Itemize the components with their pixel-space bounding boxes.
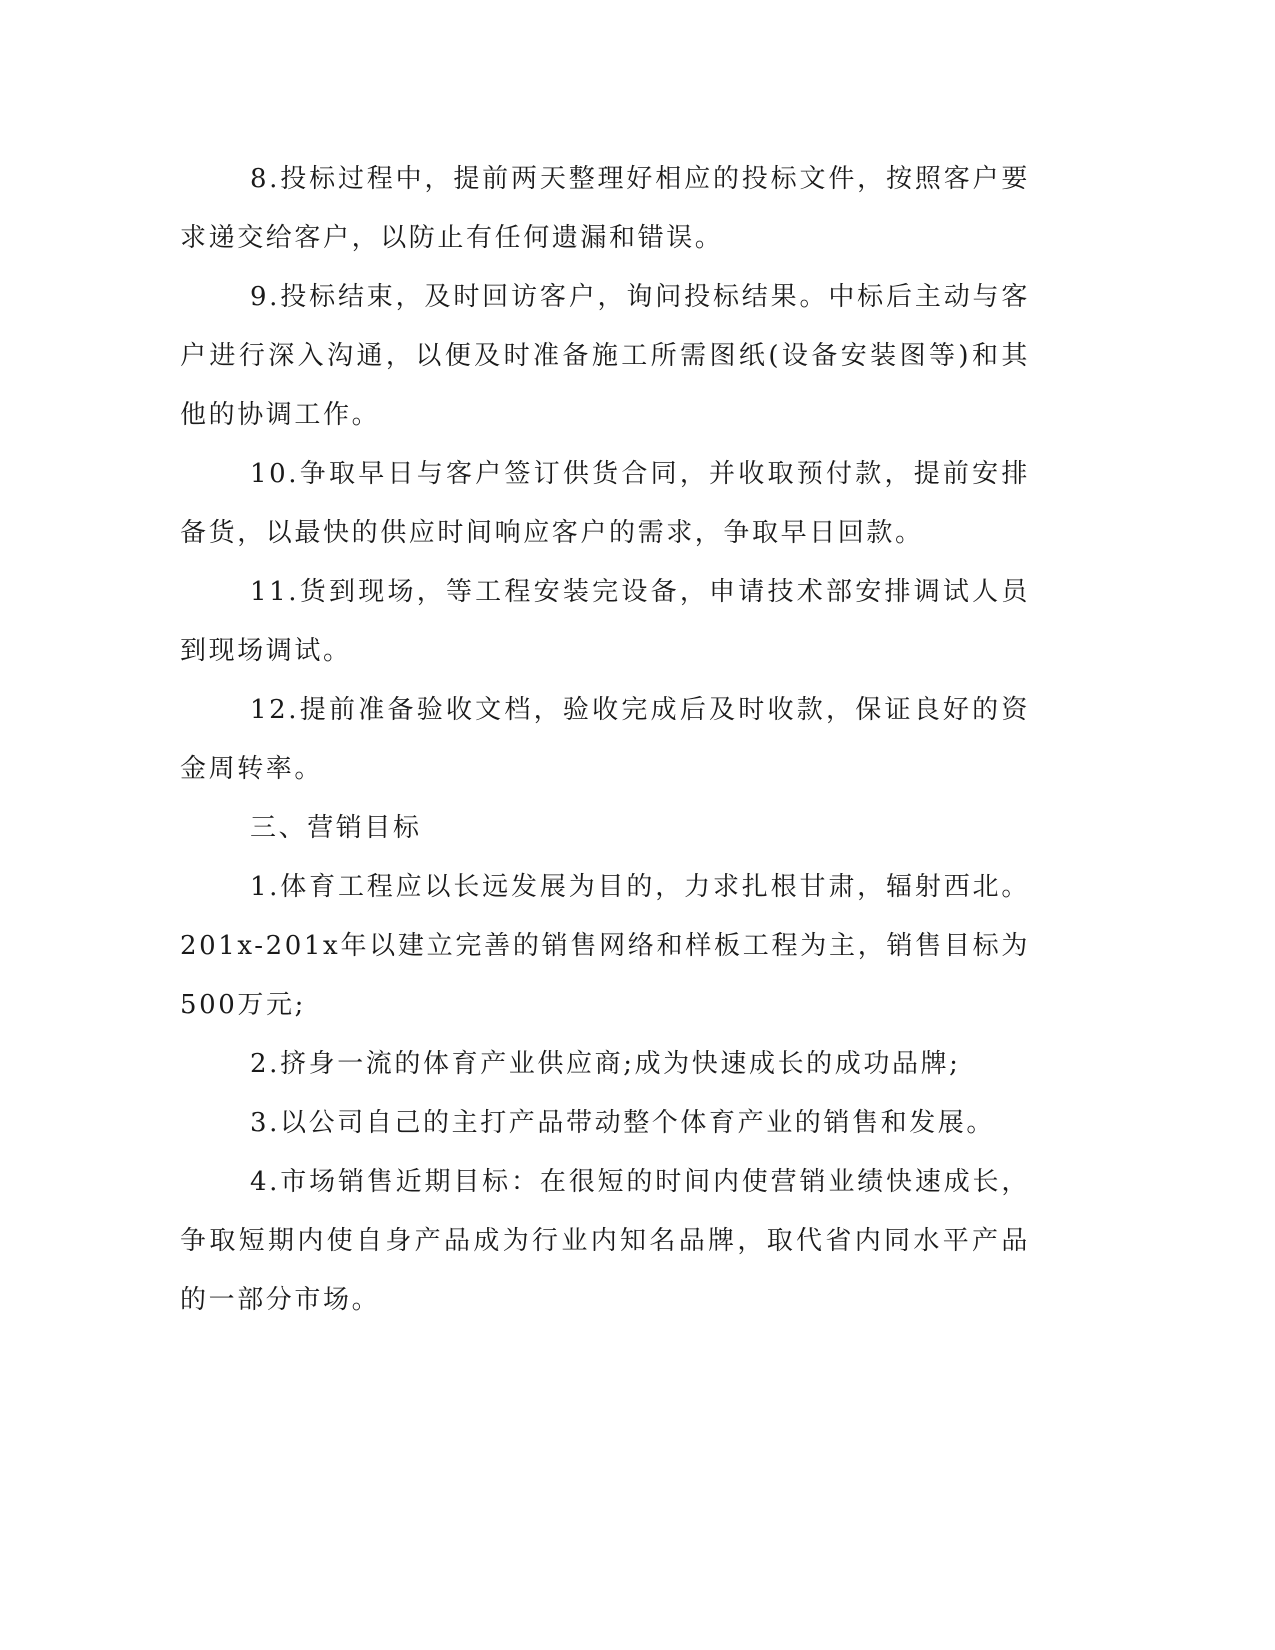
paragraph-item-11: 11.货到现场，等工程安装完设备，申请技术部安排调试人员到现场调试。 xyxy=(180,577,1030,666)
section-heading-marketing-goals: 三、营销目标 xyxy=(250,813,422,843)
paragraph-item-9: 9.投标结束，及时回访客户，询问投标结果。中标后主动与客户进行深入沟通，以便及时准备施工所需图纸(设备安装图等)和其他的协调工作。 xyxy=(180,282,1030,430)
paragraph-item-12: 12.提前准备验收文档，验收完成后及时收款，保证良好的资金周转率。 xyxy=(180,695,1030,784)
paragraph-item-8: 8.投标过程中，提前两天整理好相应的投标文件，按照客户要求递交给客户，以防止有任何遗漏和错误。 xyxy=(180,164,1030,253)
goal-item-4: 4.市场销售近期目标：在很短的时间内使营销业绩快速成长，争取短期内使自身产品成为行业内知名品牌，取代省内同水平产品的一部分市场。 xyxy=(180,1167,1030,1315)
goal-item-3: 3.以公司自己的主打产品带动整个体育产业的销售和发展。 xyxy=(250,1108,996,1138)
document-body xyxy=(180,150,1030,1330)
goal-item-1: 1.体育工程应以长远发展为目的，力求扎根甘肃，辐射西北。201x-201x年以建立完善的销售网络和样板工程为主，销售目标为500万元; xyxy=(180,872,1030,1020)
goal-item-2: 2.挤身一流的体育产业供应商;成为快速成长的成功品牌; xyxy=(250,1049,961,1079)
paragraph-item-10: 10.争取早日与客户签订供货合同，并收取预付款，提前安排备货，以最快的供应时间响应客户的需求，争取早日回款。 xyxy=(180,459,1030,548)
